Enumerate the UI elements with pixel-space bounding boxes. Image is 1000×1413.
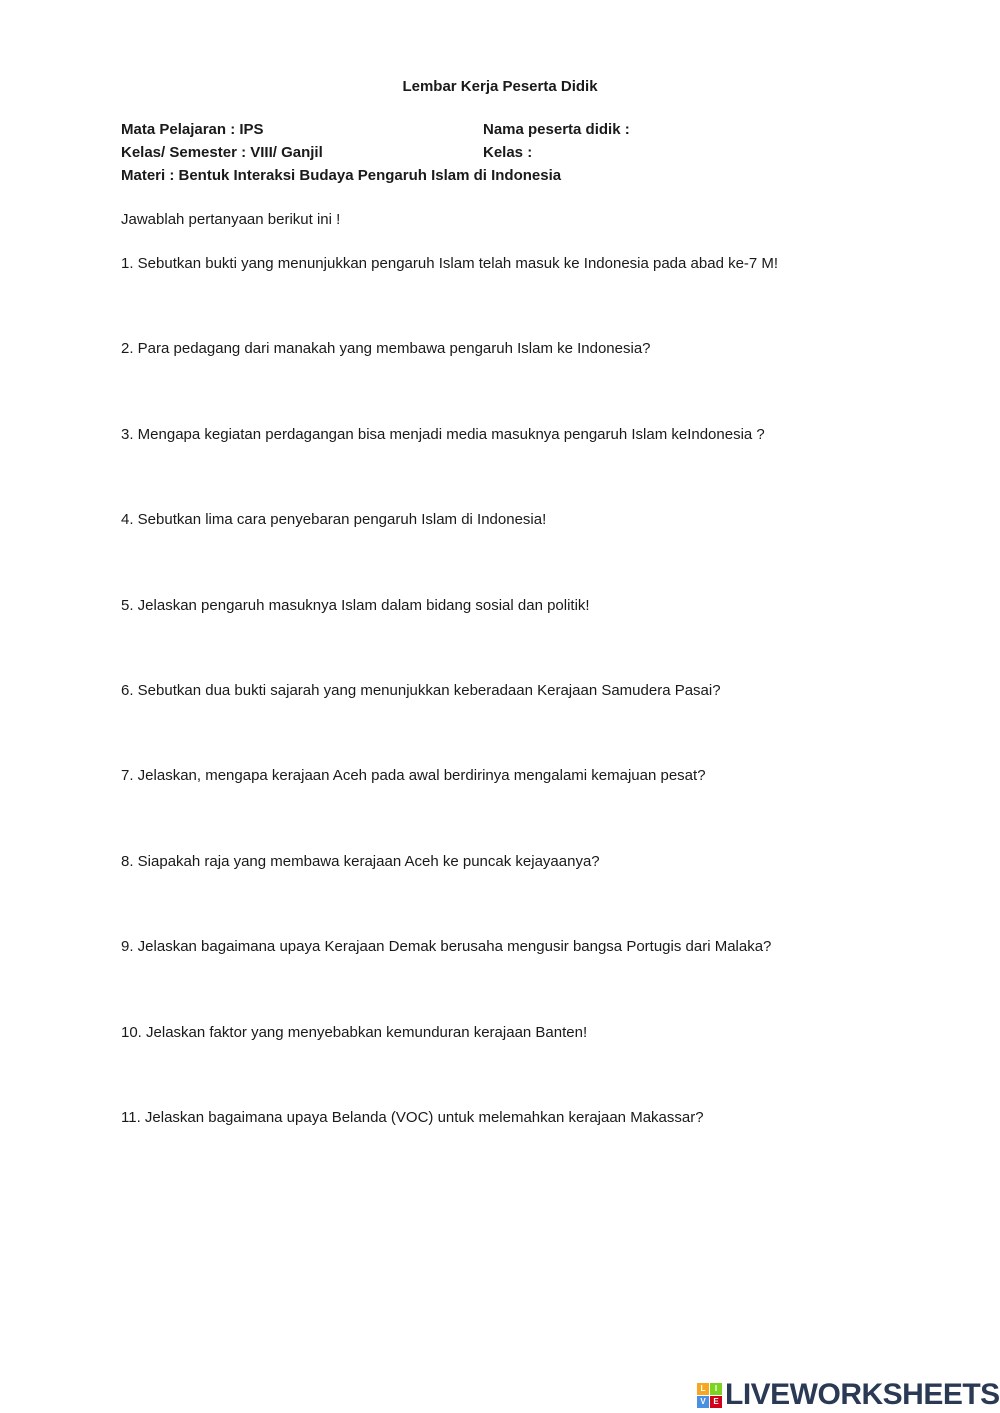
question-5: 5. Jelaskan pengaruh masuknya Islam dalam bidang sosial dan politik! — [121, 596, 590, 614]
grade-semester-label: Kelas/ Semester : VIII/ Ganjil — [121, 144, 323, 161]
watermark-text: LIVEWORKSHEETS — [725, 1378, 1000, 1411]
logo-cell: I — [710, 1383, 722, 1395]
subject-label: Mata Pelajaran : IPS — [121, 121, 264, 138]
student-name-label: Nama peserta didik : — [483, 121, 630, 138]
logo-cell: V — [697, 1396, 709, 1408]
page-title: Lembar Kerja Peserta Didik — [402, 78, 598, 95]
logo-cell: L — [697, 1383, 709, 1395]
class-label: Kelas : — [483, 144, 533, 161]
instruction-text: Jawablah pertanyaan berikut ini ! — [121, 211, 341, 228]
liveworksheets-watermark — [697, 1380, 1000, 1410]
question-3: 3. Mengapa kegiatan perdagangan bisa menjadi media masuknya pengaruh Islam keIndonesia ? — [121, 425, 765, 443]
question-9: 9. Jelaskan bagaimana upaya Kerajaan Demak berusaha mengusir bangsa Portugis dari Malaka? — [121, 938, 772, 956]
question-10: 10. Jelaskan faktor yang menyebabkan kemunduran kerajaan Banten! — [121, 1023, 588, 1041]
question-list — [121, 254, 778, 1193]
question-2: 2. Para pedagang dari manakah yang membawa pengaruh Islam ke Indonesia? — [121, 340, 651, 358]
question-1: 1. Sebutkan bukti yang menunjukkan pengaruh Islam telah masuk ke Indonesia pada abad ke-7 M! — [121, 255, 779, 272]
material-label: Materi : Bentuk Interaksi Budaya Pengaruh Islam di Indonesia — [121, 167, 562, 184]
question-6: 6. Sebutkan dua bukti sajarah yang menunjukkan keberadaan Kerajaan Samudera Pasai? — [121, 681, 721, 699]
logo-cell: E — [710, 1396, 722, 1408]
question-8: 8. Siapakah raja yang membawa kerajaan Aceh ke puncak kejayaanya? — [121, 852, 600, 870]
question-7: 7. Jelaskan, mengapa kerajaan Aceh pada awal berdirinya mengalami kemajuan pesat? — [121, 767, 706, 785]
question-4: 4. Sebutkan lima cara penyebaran pengaruh Islam di Indonesia! — [121, 511, 547, 529]
liveworksheets-logo-icon — [697, 1383, 722, 1408]
question-11: 11. Jelaskan bagaimana upaya Belanda (VOC) untuk melemahkan kerajaan Makassar? — [121, 1108, 704, 1126]
